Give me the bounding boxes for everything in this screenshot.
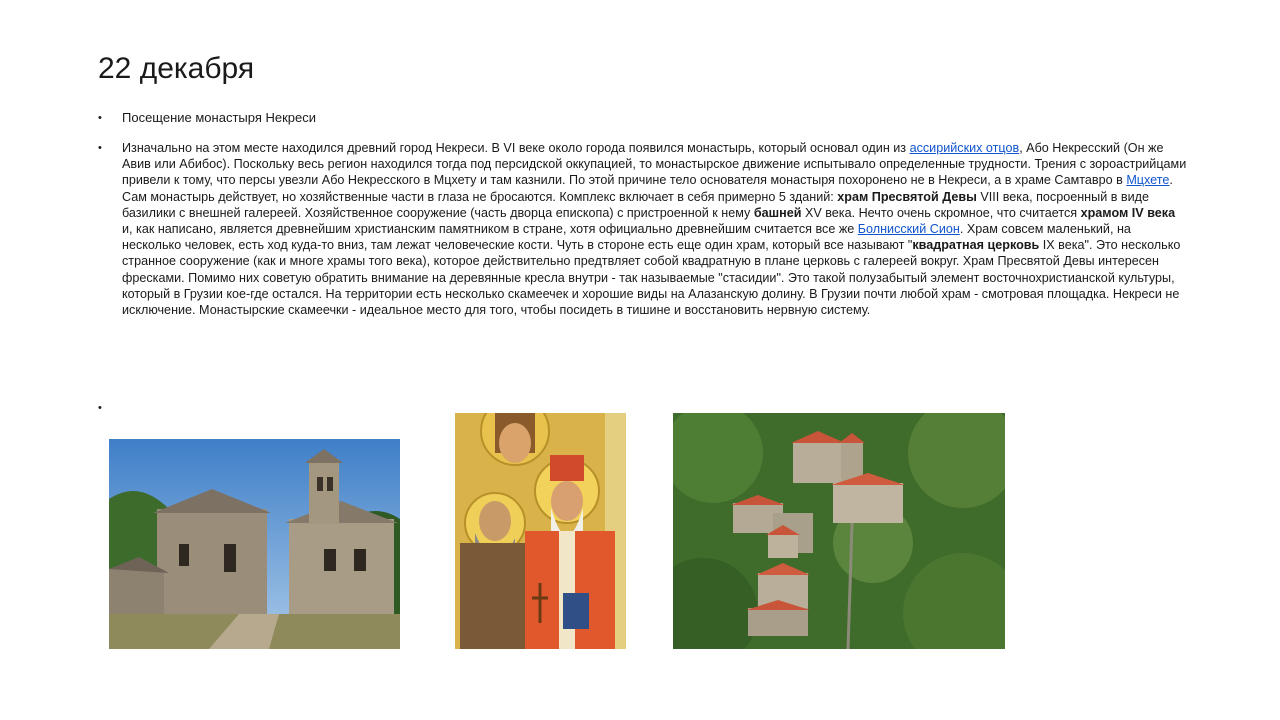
link-assyrian-fathers[interactable]: ассирийских отцов <box>909 141 1020 155</box>
body-text-6: и, как написано, является древнейшим христианским памятником в стране, хотя официально древнейшим считается все же <box>122 222 858 237</box>
body-text-2: , Або Некресский (Он же Авив или Абибос). Поскольку весь регион находился тогда под персидской оккупацией, то монастырское движение испытывало определенные трудности. Трения с зороастрийцами привели к тому, что персы увезли Або Некресского в Мцхету и там казнили. По этой причине тело основателя монастыря похоронено не в Некреси, а в храме Самтавро в <box>122 141 1187 188</box>
slide-title: 22 декабря <box>98 52 255 85</box>
bold-tower: башней <box>753 205 802 220</box>
monastery-photo <box>109 439 400 649</box>
body-text-3: . Сам монастырь действует, но хозяйственные части в глаза не бросаются. Комплекс включает в себя примерно 5 зданий: <box>122 173 1173 204</box>
bold-virgin-church: храм Пресвятой Девы <box>837 189 977 204</box>
bullet-description <box>98 140 1188 318</box>
body-text-1: Изначально на этом месте находился древний город Некреси. В VI веке около города появился монастырь, который основал один из <box>122 141 910 155</box>
bullet-list <box>98 110 1188 318</box>
empty-bullet: • <box>98 402 102 414</box>
body-text-7: . Храм совсем маленький, на несколько человек, есть ход куда-то вниз, там лежат человеческие кости. Чуть в стороне есть еще один храм, который все называют " <box>122 222 1131 253</box>
body-text-5: XV века. Нечто очень скромное, что считается <box>801 205 1081 220</box>
icon-painting-photo <box>455 413 626 649</box>
link-bolnisi-sioni[interactable]: Болнисский Сион <box>857 222 960 237</box>
bold-4th-century-church: храмом IV века <box>1080 205 1176 220</box>
body-text-4: VIII века, посроенный в виде базилики с внешней галереей. Хозяйственное сооружение (часть дворца епископа) с пристроенной к нему <box>122 189 1149 220</box>
bold-square-church: квадратная церковь <box>912 238 1040 253</box>
link-mtskheta[interactable]: Мцхете <box>1126 173 1170 188</box>
bullet-visit-text: Посещение монастыря Некреси <box>122 110 317 125</box>
body-text-8: IX века". Это несколько странное сооружение (как и многе храмы того века), которое действительно предтвляет собой квадратную в плане церковь с галереей вокруг. Храм Пресвятой Девы интересен фресками. Помимо них советую обратить внимание на деревянные кресла внутри - так называемые "стасидии". Это такой полузабытый элемент восточнохристианской культуры, который в Грузии кое-где остался. На территории есть несколько скамеечек и хорошие виды на Алазанскую долину. В Грузии почти любой храм - смотровая площадка. Некреси не исключение. Монастырские скамеечки - идеальное место для того, чтобы посидеть в тишине и восстановить нервную систему. <box>122 238 1181 318</box>
bullet-visit <box>98 110 1188 126</box>
aerial-monastery-photo <box>673 413 1005 649</box>
